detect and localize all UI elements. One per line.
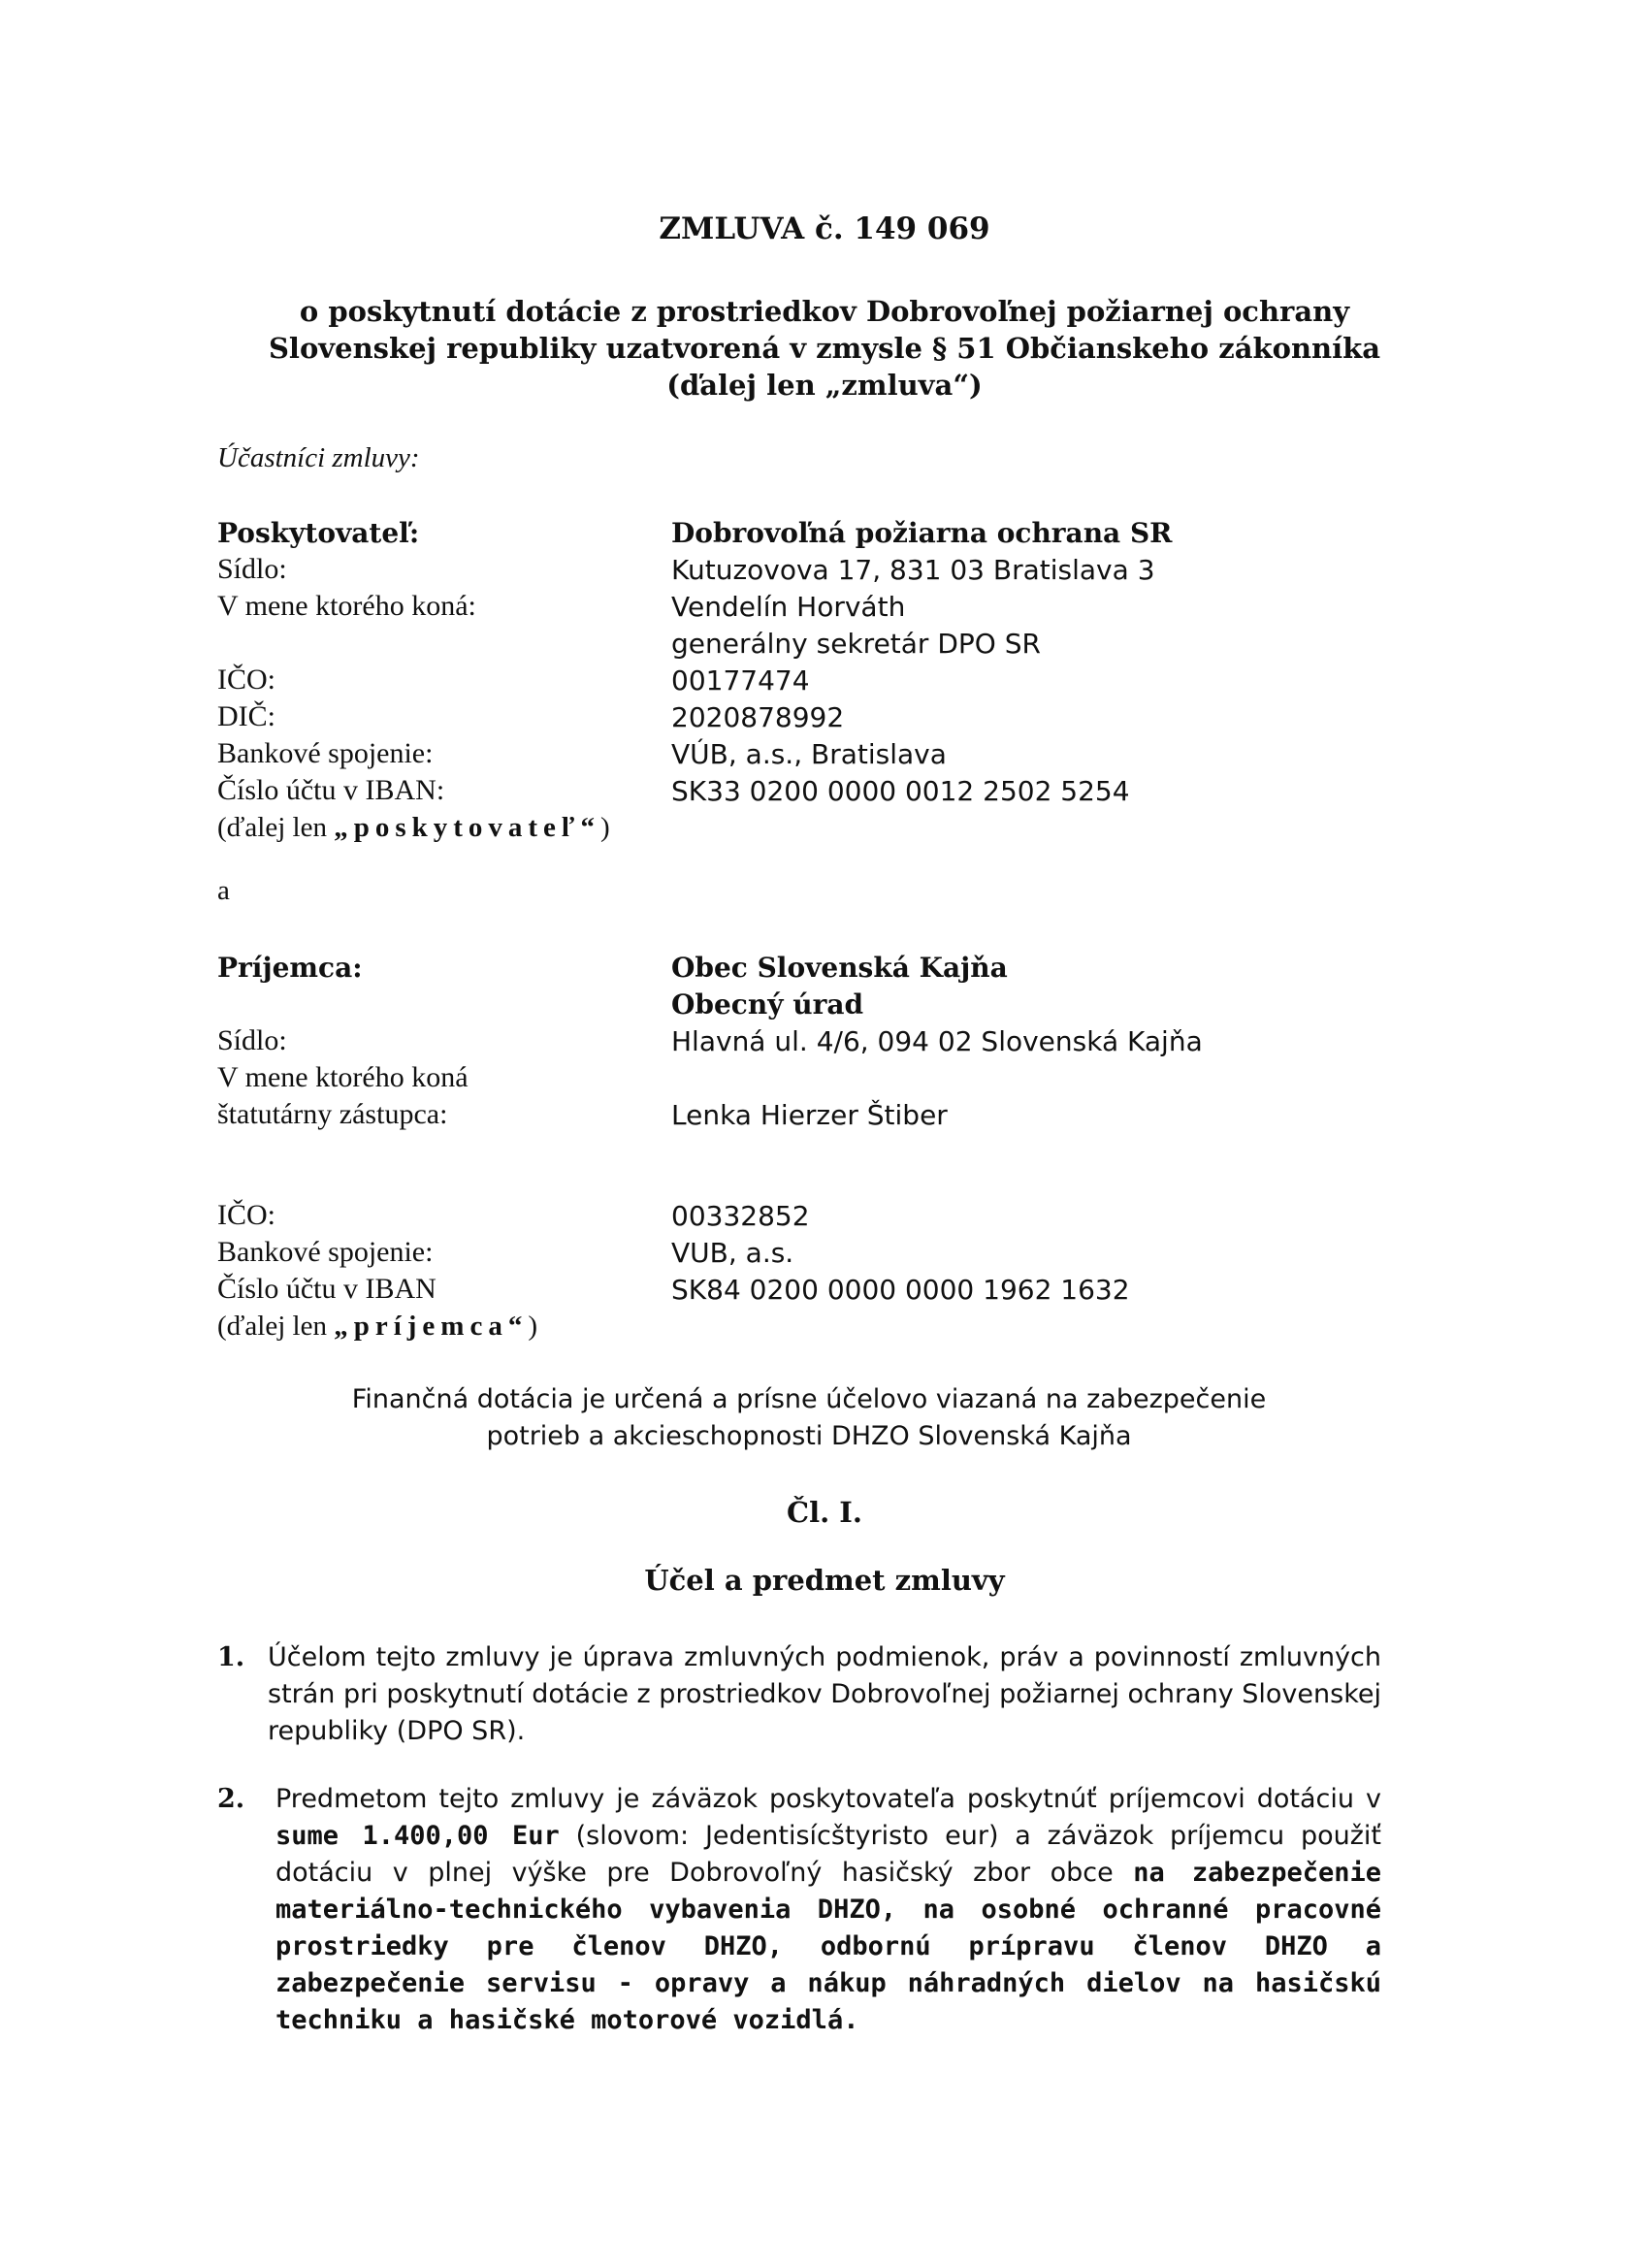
provider-later-suffix: )	[600, 811, 610, 843]
subsidy-amount: sume 1.400,00 Eur	[275, 1821, 560, 1851]
recipient-acting-label-1: V mene ktorého koná	[217, 1061, 469, 1093]
recipient-role-label: Príjemca:	[217, 951, 363, 984]
recipient-bank-row	[217, 1234, 1401, 1271]
provider-seat-label: Sídlo:	[217, 553, 287, 585]
purpose-line: Finančná dotácia je určená a prísne účelovo viazaná na zabezpečenie	[351, 1384, 1267, 1414]
provider-iban-row	[217, 772, 1401, 809]
recipient-iban-label: Číslo účtu v IBAN	[217, 1273, 436, 1305]
provider-role-row	[217, 514, 1401, 551]
paragraph-1	[217, 1639, 1381, 1750]
purpose-statement	[217, 1381, 1401, 1455]
provider-acting-title-row	[217, 625, 1401, 662]
provider-dic-row	[217, 698, 1401, 735]
provider-seat: Kutuzovova 17, 831 03 Bratislava 3	[671, 553, 1155, 586]
paragraph-2	[217, 1781, 1381, 2039]
provider-ico-row	[217, 662, 1401, 698]
recipient-later-term: „príjemca“	[334, 1310, 529, 1342]
recipient-ico: 00332852	[671, 1199, 810, 1232]
recipient-acting-row	[217, 1059, 1401, 1096]
subtitle-line: o poskytnutí dotácie z prostriedkov Dobrovoľnej požiarnej ochrany	[299, 295, 1350, 328]
provider-dic-label: DIČ:	[217, 700, 275, 732]
provider-acting-name: Vendelín Horváth	[671, 590, 906, 623]
document-subtitle	[0, 293, 1649, 404]
subtitle-line: (ďalej len „zmluva“)	[666, 369, 983, 402]
recipient-later-suffix: )	[528, 1310, 537, 1342]
provider-acting-title: generálny sekretár DPO SR	[671, 627, 1041, 660]
recipient-ico-row	[217, 1197, 1401, 1234]
recipient-ico-label: IČO:	[217, 1199, 275, 1231]
recipient-seat: Hlavná ul. 4/6, 094 02 Slovenská Kajňa	[671, 1024, 1203, 1057]
subsidy-purpose: na zabezpečenie materiálno-technického vybavenia DHZO, na osobné ochranné pracovné prostriedky pre členov DHZO, odbornú prípravu členov DHZO a zabezpečenie servisu - opravy a nákup náhradných dielov na hasičskú techniku a hasičské motorové vozidlá.	[275, 1858, 1381, 2035]
recipient-seat-label: Sídlo:	[217, 1024, 287, 1056]
recipient-bank-label: Bankové spojenie:	[217, 1236, 434, 1268]
recipient-office: Obecný úrad	[671, 988, 864, 1021]
provider-later-prefix: (ďalej len	[217, 811, 335, 843]
participants-label: Účastníci zmluvy:	[217, 442, 420, 473]
document-title: ZMLUVA č. 149 069	[659, 211, 990, 246]
paragraph-text: Účelom tejto zmluvy je úprava zmluvných podmienok, práv a povinností zmluvných strán pri poskytnutí dotácie z prostriedkov Dobrovoľnej požiarnej ochrany Slovenskej republiky (DPO SR).	[268, 1642, 1381, 1746]
article-number: Čl. I.	[787, 1496, 862, 1529]
paragraph-text-part: (slovom: Jedentisícštyristo eur) a záväzok príjemcu použiť dotáciu v plnej výške pre Dobrovoľný hasičský zbor obce	[275, 1821, 1381, 1888]
paragraph-text-part: Predmetom tejto zmluvy je záväzok poskytovateľa poskytnúť príjemcovi dotáciu v	[275, 1784, 1381, 1814]
recipient-acting-name: Lenka Hierzer Štiber	[671, 1098, 948, 1131]
recipient-bank: VUB, a.s.	[671, 1236, 794, 1269]
purpose-line: potrieb a akcieschopnosti DHZO Slovenská Kajňa	[486, 1421, 1132, 1451]
provider-ico-label: IČO:	[217, 664, 275, 696]
provider-dic: 2020878992	[671, 700, 845, 733]
provider-name: Dobrovoľná požiarna ochrana SR	[671, 516, 1173, 549]
provider-bank-label: Bankové spojenie:	[217, 737, 434, 769]
provider-role-label: Poskytovateľ:	[217, 516, 420, 549]
recipient-office-row	[217, 986, 1401, 1022]
provider-iban-label: Číslo účtu v IBAN:	[217, 774, 445, 806]
provider-seat-row	[217, 551, 1401, 588]
provider-block	[217, 514, 1401, 846]
paragraph-text	[275, 1781, 1381, 2039]
recipient-statutory-row	[217, 1096, 1401, 1133]
paragraph-number: 2.	[217, 1784, 245, 1814]
recipient-block	[217, 949, 1401, 1345]
provider-bank-row	[217, 735, 1401, 772]
paragraph-number: 1.	[217, 1642, 245, 1672]
subtitle-line: Slovenskej republiky uzatvorená v zmysle § 51 Občianskeho zákonníka	[268, 332, 1381, 365]
provider-later-row	[217, 809, 1401, 846]
provider-ico: 00177474	[671, 664, 810, 697]
recipient-later-row	[217, 1308, 1401, 1345]
provider-iban: SK33 0200 0000 0012 2502 5254	[671, 774, 1130, 807]
provider-acting-label: V mene ktorého koná:	[217, 590, 476, 622]
provider-bank: VÚB, a.s., Bratislava	[671, 737, 947, 770]
recipient-role-row	[217, 949, 1401, 986]
conjunction: a	[217, 875, 230, 906]
provider-acting-row	[217, 588, 1401, 625]
recipient-acting-label-2: štatutárny zástupca:	[217, 1098, 448, 1130]
recipient-seat-row	[217, 1022, 1401, 1059]
article-title: Účel a predmet zmluvy	[644, 1564, 1005, 1597]
recipient-later-prefix: (ďalej len	[217, 1310, 335, 1342]
recipient-iban: SK84 0200 0000 0000 1962 1632	[671, 1273, 1130, 1306]
recipient-name: Obec Slovenská Kajňa	[671, 951, 1008, 984]
recipient-iban-row	[217, 1271, 1401, 1308]
provider-later-term: „poskytovateľ“	[334, 811, 601, 843]
